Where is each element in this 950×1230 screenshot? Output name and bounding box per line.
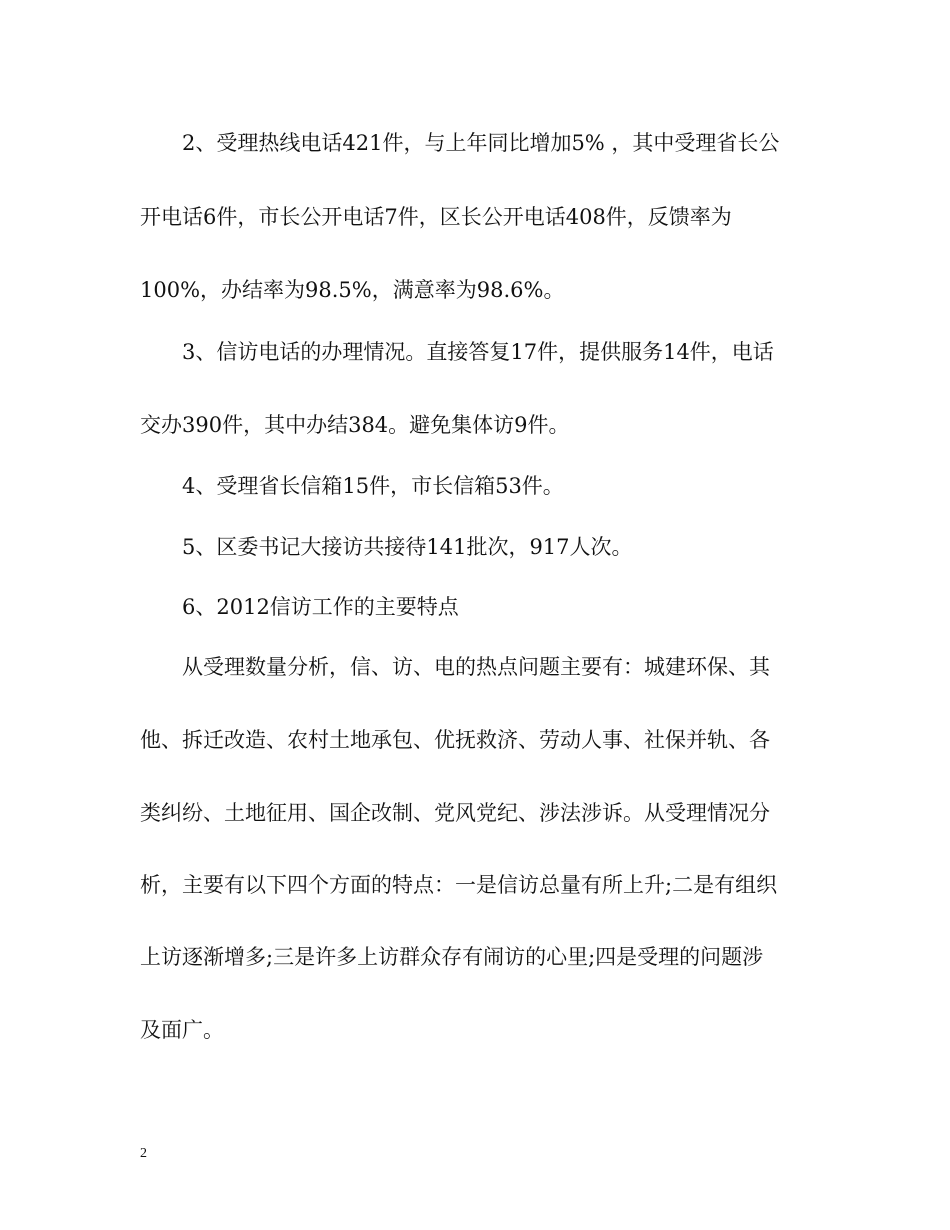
paragraph-3-line-1: 3、信访电话的办理情况。直接答复17件，提供服务14件，电话 (182, 340, 774, 364)
paragraph-7-line-2: 他、拆迁改造、农村土地承包、优抚救济、劳动人事、社保并轨、各 (140, 728, 770, 752)
paragraph-7-line-5: 上访逐渐增多;三是许多上访群众存有闹访的心里;四是受理的问题涉 (140, 945, 764, 969)
paragraph-2-line-2: 开电话6件，市长公开电话7件，区长公开电话408件，反馈率为 (140, 205, 732, 229)
paragraph-3-line-2: 交办390件，其中办结384。避免集体访9件。 (140, 413, 570, 437)
page-number: 2 (140, 1146, 147, 1161)
paragraph-7-line-6: 及面广。 (140, 1018, 224, 1042)
paragraph-4: 4、受理省长信箱15件，市长信箱53件。 (182, 474, 564, 498)
paragraph-2-line-3: 100%，办结率为98.5%，满意率为98.6%。 (140, 278, 565, 302)
paragraph-7-line-1: 从受理数量分析，信、访、电的热点问题主要有：城建环保、其 (182, 655, 770, 679)
paragraph-7-line-3: 类纠纷、土地征用、国企改制、党风党纪、涉法涉诉。从受理情况分 (140, 801, 770, 825)
paragraph-2-line-1: 2、受理热线电话421件，与上年同比增加5% ，其中受理省长公 (182, 131, 780, 155)
paragraph-7-line-4: 析，主要有以下四个方面的特点：一是信访总量有所上升;二是有组织 (140, 873, 778, 897)
paragraph-5: 5、区委书记大接访共接待141批次，917人次。 (182, 535, 633, 559)
paragraph-6-heading: 6、2012信访工作的主要特点 (182, 595, 459, 619)
